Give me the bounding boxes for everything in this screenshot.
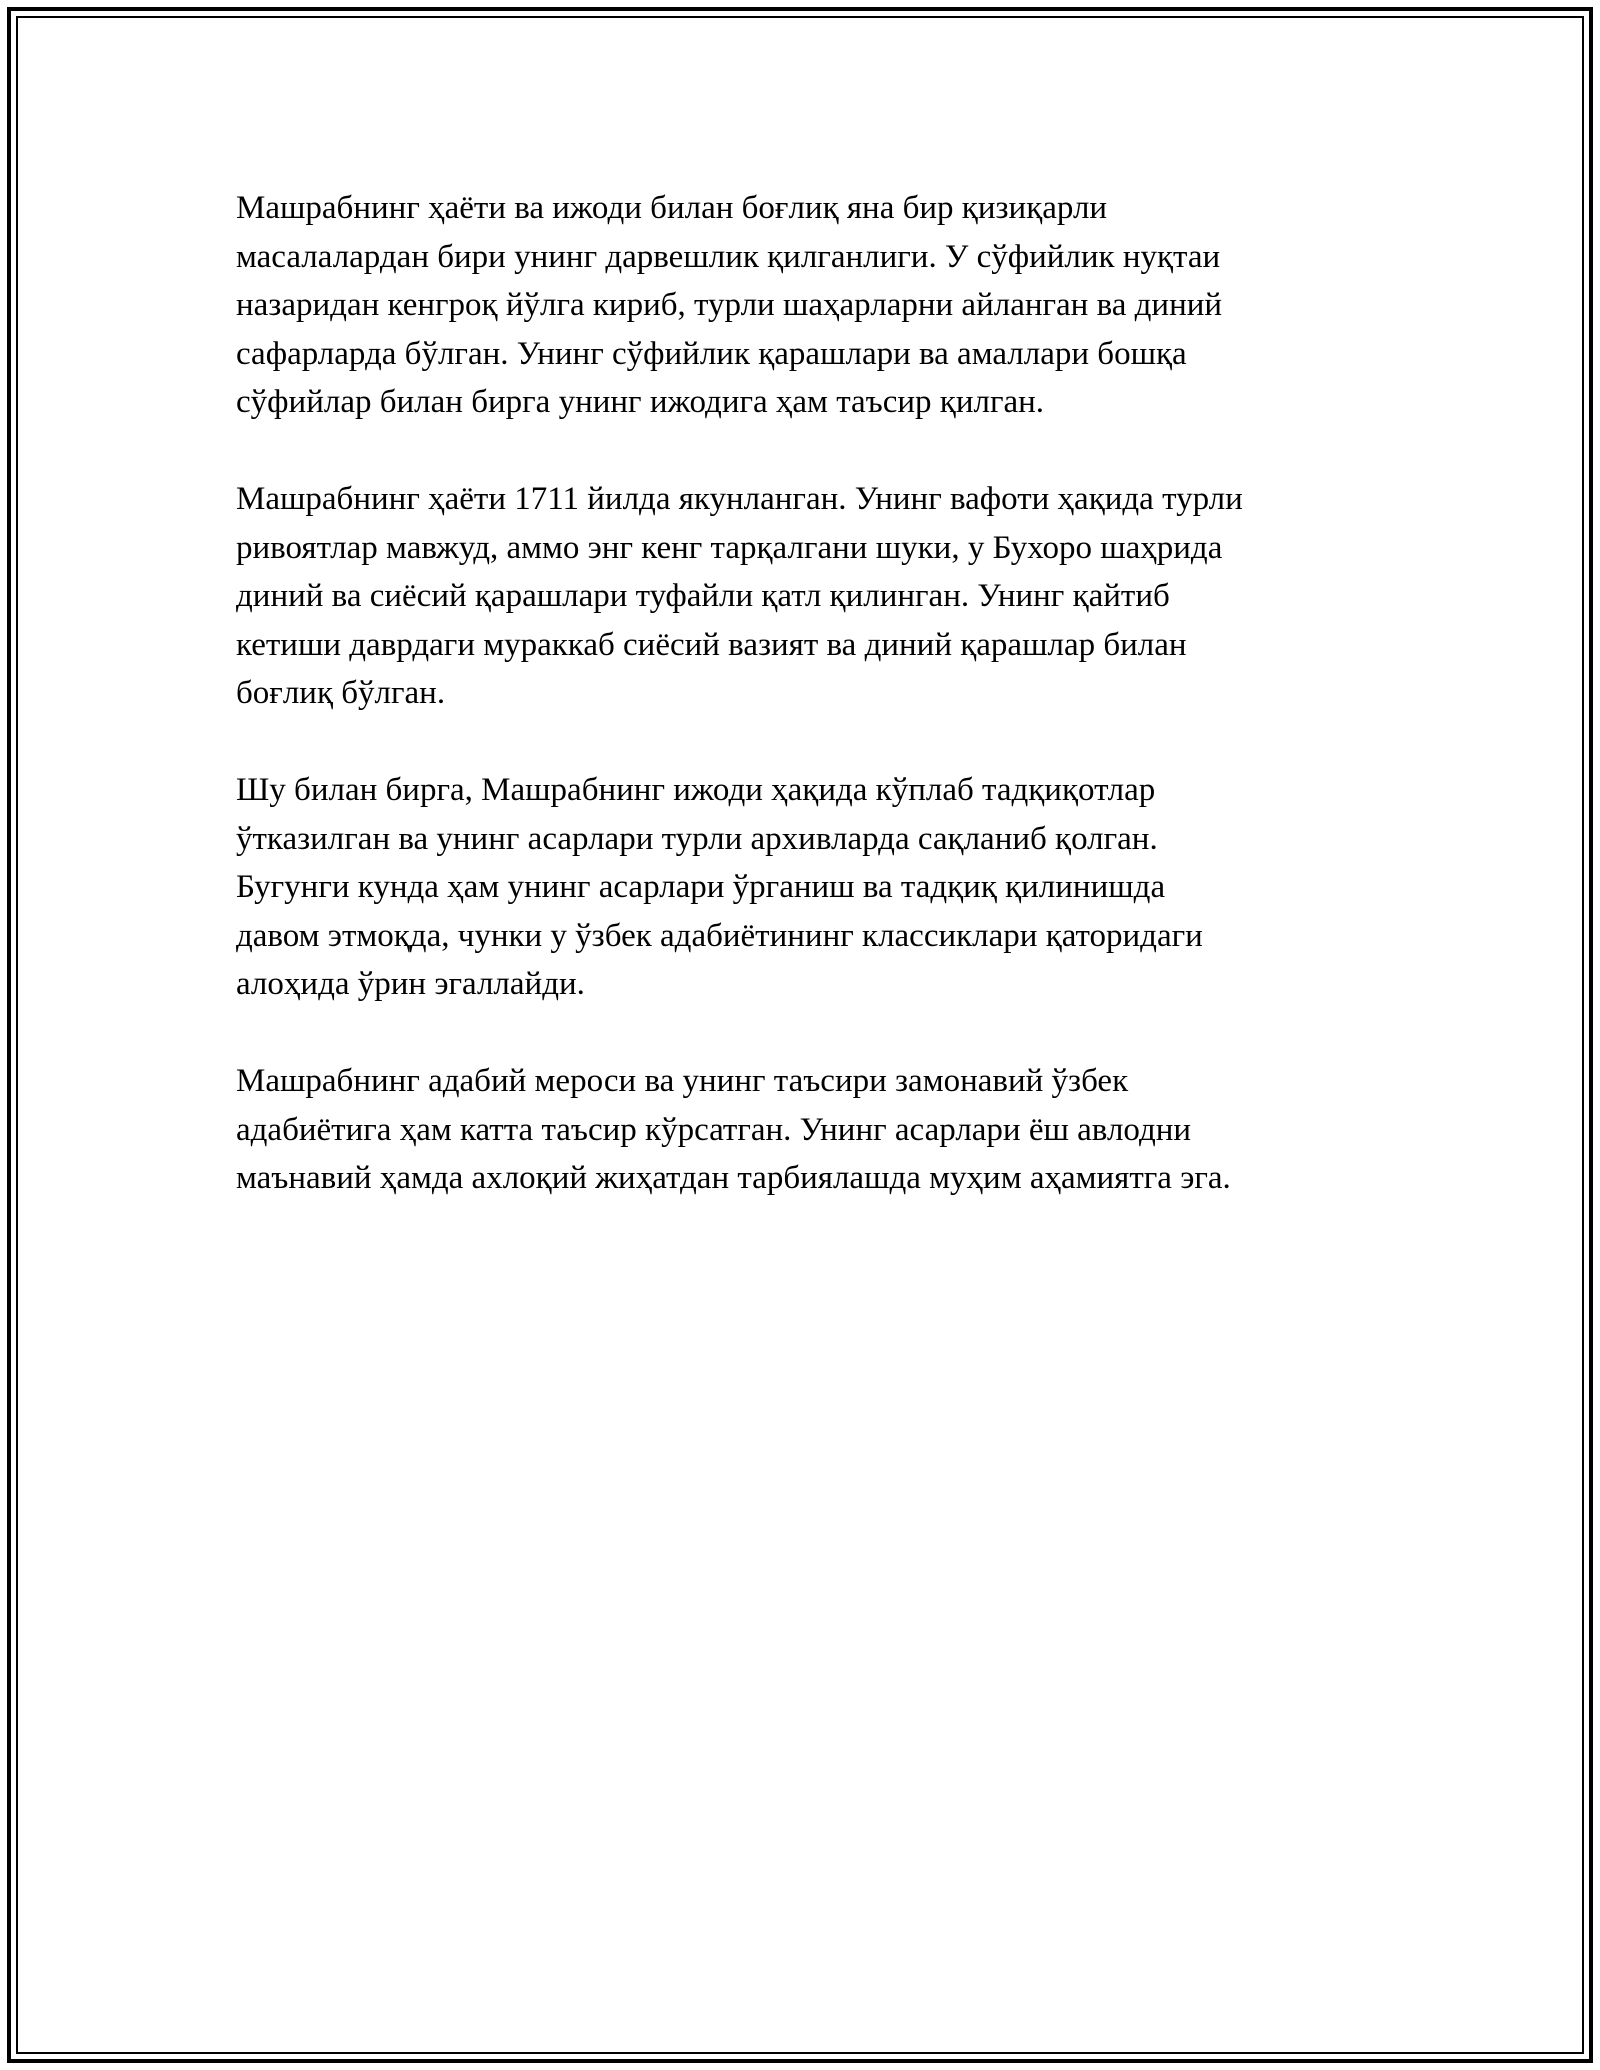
- paragraph-legacy: Машрабнинг адабий мероси ва унинг таъсири замонавий ўзбек адабиётига ҳам катта таъсир кўрсатган. Унинг асарлари ёш авлодни маънавий ҳамда ахлоқий жиҳатдан тарбиялашда муҳим аҳамиятга эга.: [236, 1063, 1231, 1196]
- paragraph-darvesh: Машрабнинг ҳаёти ва ижоди билан боғлиқ яна бир қизиқарли масалалардан бири унинг дарвешлик қилганлиги. У сўфийлик нуқтаи назаридан кенгроқ йўлга кириб, турли шаҳарларни айланган ва диний сафарларда бўлган. Унинг сўфийлик қарашлари ва амаллари бошқа сўфийлар билан бирга унинг ижодига ҳам таъсир қилган.: [236, 190, 1223, 420]
- paragraph-research: Шу билан бирга, Машрабнинг ижоди ҳақида кўплаб тадқиқотлар ўтказилган ва унинг асарлари турли архивларда сақланиб қолган. Бугунги кунда ҳам унинг асарлари ўрганиш ва тадқиқ қилинишда давом этмоқда, чунки у ўзбек адабиётининг классиклари қаторидаги алоҳида ўрин эгаллайди.: [236, 772, 1203, 1002]
- paragraph-death: Машрабнинг ҳаёти 1711 йилда якунланган. Унинг вафоти ҳақида турли ривоятлар мавжуд, аммо энг кенг тарқалгани шуки, у Бухоро шаҳрида диний ва сиёсий қарашлари туфайли қатл қилинган. Унинг қайтиб кетиши даврдаги мураккаб сиёсий вазият ва диний қарашлар билан боғлиқ бўлган.: [236, 481, 1243, 711]
- document-body: [236, 184, 1416, 1251]
